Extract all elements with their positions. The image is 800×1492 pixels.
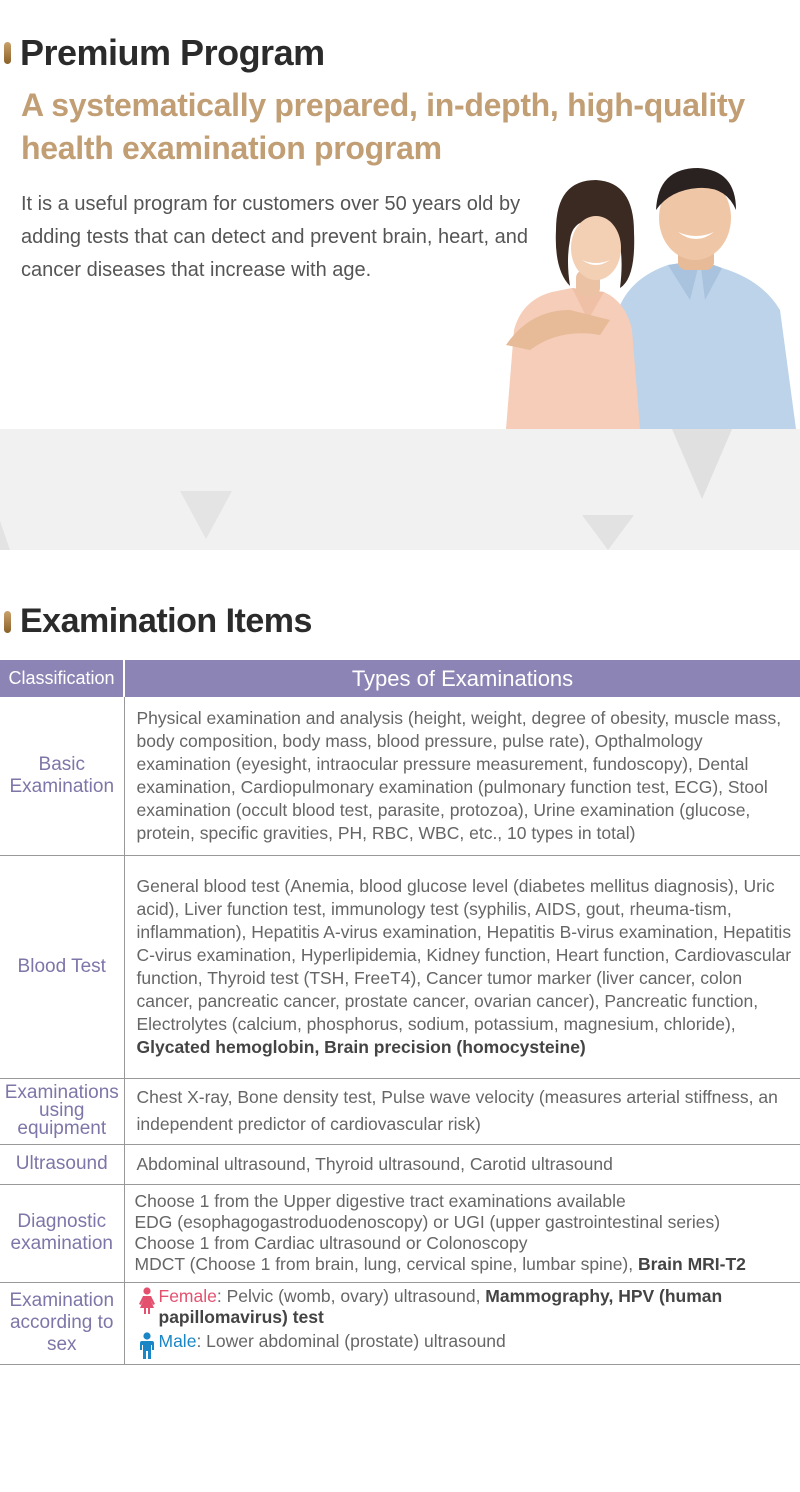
decorative-triangles [0, 429, 800, 550]
mdct-text: MDCT (Choose 1 from brain, lung, cervical spine, lumbar spine), [134, 1254, 638, 1274]
table-row-ultrasound [0, 1144, 800, 1184]
classification-cell: Ultrasound [0, 1144, 124, 1184]
title-bullet-icon [4, 611, 11, 633]
table-row-equipment-examinations [0, 1078, 800, 1144]
examination-types-cell [124, 855, 800, 1078]
diagnostic-option-mdct [135, 1254, 800, 1275]
column-header-types: Types of Examinations [124, 660, 800, 697]
examination-types-cell [124, 1282, 800, 1364]
program-subtitle: A systematically prepared, in-depth, high-quality health examination program [21, 87, 745, 166]
male-label: Male [158, 1331, 197, 1351]
examination-types-text: General blood test (Anemia, blood glucose level (diabetes mellitus diagnosis), Uric acid), Liver function test, immunology test (syphilis, AIDS, gout, rheuma-tism, inflammation), Hepatitis A-virus examination, Hepatitis B-virus examination, Hepatitis C-virus examination, Hyperlipidemia, Kidney function, Heart function, Cardiovascular function, Thyroid test (TSH, FreeT4), Cancer tumor marker (liver cancer, colon cancer, pancreatic cancer, prostate cancer, ovarian cancer), Pancreatic function, Electrolytes (calcium, phosphorus, sodium, potassium, magnesium, chloride), [136, 875, 792, 1034]
highlighted-tests: Brain MRI-T2 [637, 1254, 746, 1274]
table-header-row [0, 660, 800, 697]
diagnostic-option-cardiac-colonoscopy: Choose 1 from Cardiac ultrasound or Colonoscopy [134, 1233, 528, 1253]
table-row-basic-examination [0, 697, 800, 855]
table-row-blood-test [0, 855, 800, 1078]
male-icon [135, 1332, 159, 1360]
examination-types-cell: Physical examination and analysis (height, weight, degree of obesity, muscle mass, body composition, body mass, blood pressure, pulse rate), Opthalmology examination (eyesight, intraocular pressure measurement, fundoscopy), Dental examination, Cardiopulmonary examination (pulmonary function test, ECG), Stool examination (occult blood test, parasite, protozoa), Urine examination (glucose, protein, specific gravities, PH, RBC, WBC, etc., 10 types in total) [124, 697, 800, 855]
examination-types-cell: Chest X-ray, Bone density test, Pulse wave velocity (measures arterial stiffness, an independent predictor of cardiovascular risk) [124, 1078, 800, 1144]
highlighted-tests: Mammography, HPV (human papillomavirus) test [158, 1286, 723, 1327]
program-intro: It is a useful program for customers over 50 years old by adding tests that can detect and prevent brain, heart, and cancer diseases that increase with age. [21, 193, 529, 281]
examination-types-cell: Abdominal ultrasound, Thyroid ultrasound, Carotid ultrasound [124, 1144, 800, 1184]
female-label: Female [158, 1286, 217, 1306]
highlighted-tests: Glycated hemoglobin, Brain precision (homocysteine) [136, 1036, 586, 1057]
classification-cell: Examination according to sex [0, 1282, 124, 1364]
exam-section-title-text: Examination Items [20, 602, 312, 640]
classification-cell: Diagnostic examination [0, 1184, 124, 1282]
decorative-band [0, 429, 800, 550]
female-examinations [135, 1286, 800, 1328]
female-icon [135, 1287, 159, 1315]
diagnostic-option-upper-digestive: Choose 1 from the Upper digestive tract examinations available [134, 1191, 626, 1211]
table-row-diagnostic-examination [0, 1184, 800, 1282]
title-bullet-icon [4, 42, 11, 64]
column-header-classification: Classification [0, 660, 124, 697]
examination-table [0, 660, 800, 1365]
classification-cell: Basic Examination [0, 697, 124, 855]
page-title [4, 32, 325, 74]
exam-section-title [4, 602, 312, 641]
table-row-examination-by-sex [0, 1282, 800, 1364]
senior-couple-photo [500, 160, 800, 429]
diagnostic-option-edg-ugi: EDG (esophagogastroduodenoscopy) or UGI (upper gastrointestinal series) [134, 1212, 721, 1232]
page-title-text: Premium Program [20, 32, 325, 73]
female-exam-text: : Pelvic (womb, ovary) ultrasound, [216, 1286, 486, 1306]
classification-cell: Blood Test [0, 855, 124, 1078]
male-exam-text: : Lower abdominal (prostate) ultrasound [196, 1331, 506, 1351]
examination-types-cell [124, 1184, 800, 1282]
classification-cell: Examinations using equipment [0, 1078, 124, 1144]
male-examinations [135, 1331, 800, 1360]
